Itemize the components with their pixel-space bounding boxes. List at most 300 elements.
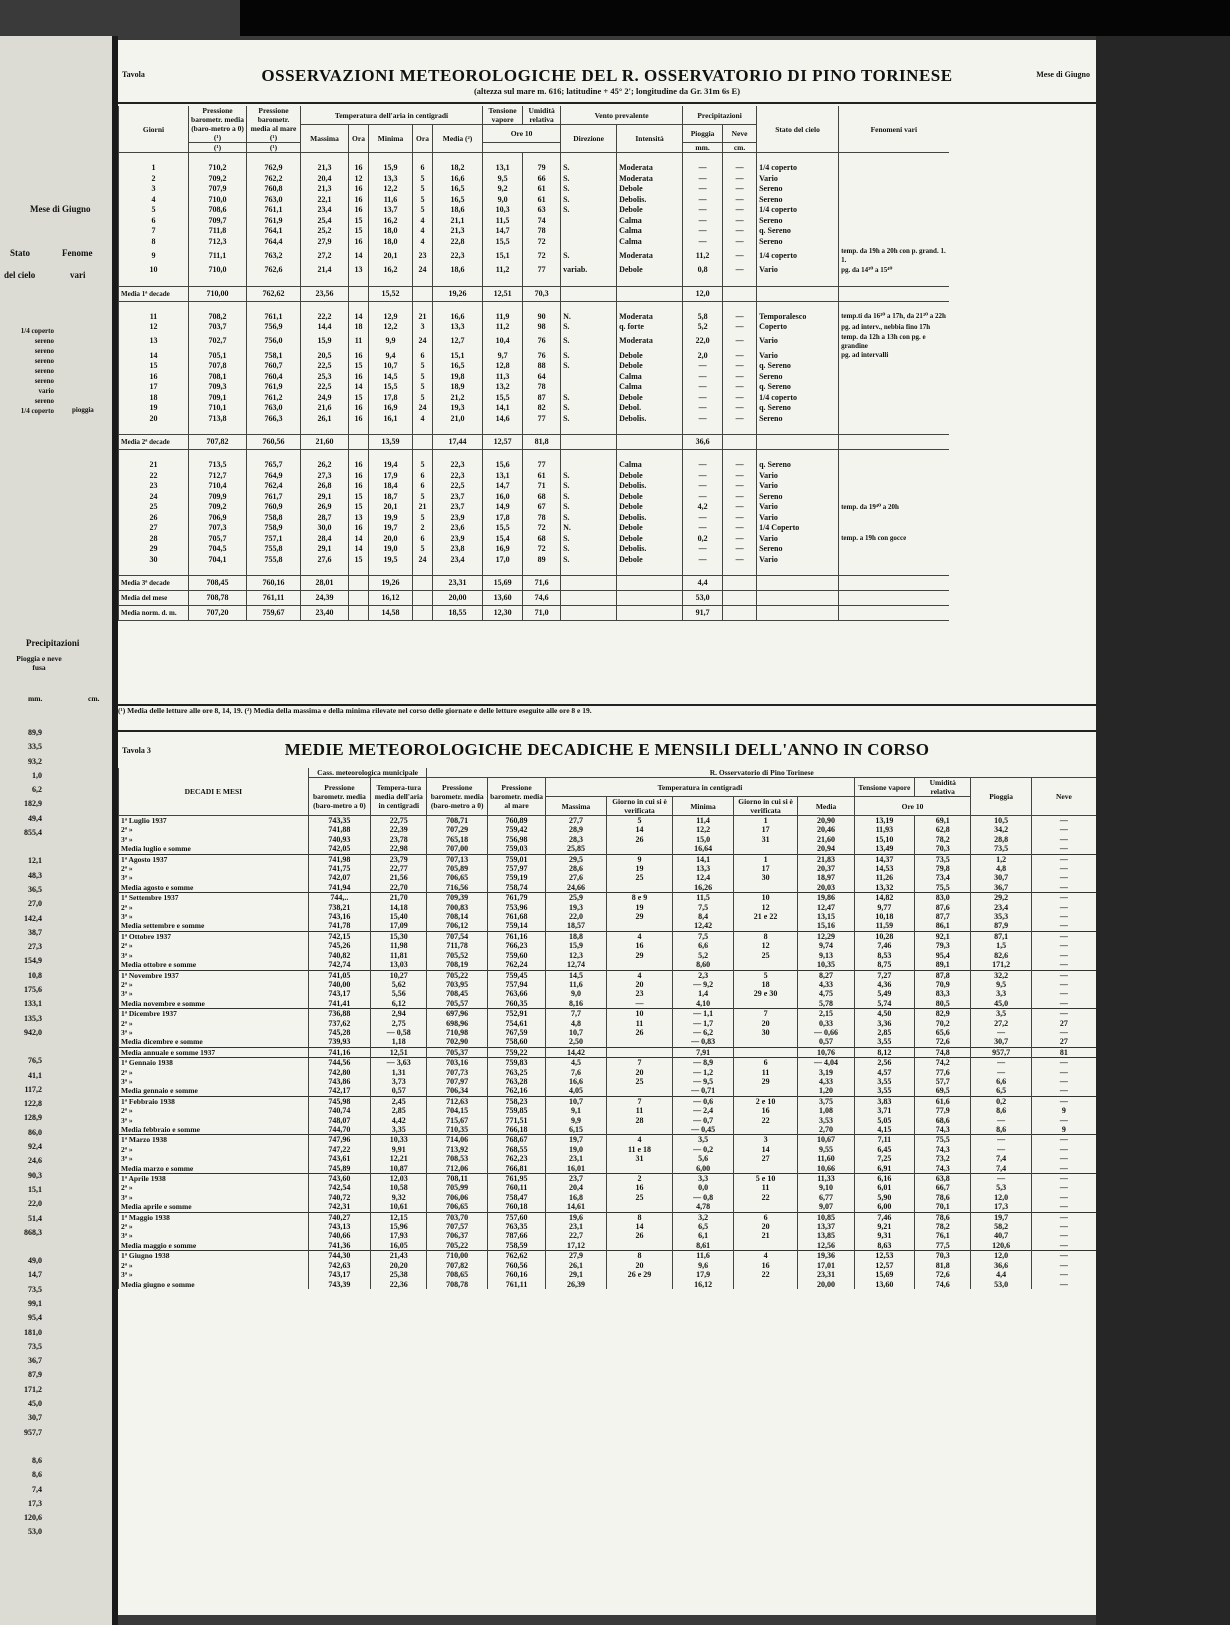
cell-t: 14,1 [483, 403, 523, 414]
cell-n: 9 [1031, 1125, 1096, 1135]
cell-o1: 15 [349, 226, 369, 237]
table-row [119, 460, 949, 471]
cell-a: 736,88 [308, 1009, 371, 1019]
cell-i: 20,37 [798, 864, 854, 873]
cell-n: — [1031, 1028, 1096, 1037]
cell-o2: 5 [413, 460, 433, 471]
cell-int: Debolis. [617, 195, 683, 206]
empty-cell [119, 565, 189, 576]
cell-fen [839, 414, 949, 425]
cell-dir [561, 372, 617, 383]
cell-dir: S. [561, 351, 617, 362]
cell-mn: 11,6 [369, 195, 413, 206]
cell-e: 7,7 [546, 1009, 606, 1019]
left-precip-item: 117,2 [24, 1084, 42, 1094]
cell-l: 3ª » [119, 912, 309, 921]
empty-cell [683, 276, 723, 287]
cell-t: 11,5 [483, 216, 523, 227]
cell-o1: 16 [349, 195, 369, 206]
cell-a: 742,54 [308, 1183, 371, 1192]
empty-cell [683, 153, 723, 164]
cell-m: 36,6 [971, 1261, 1031, 1270]
cell-j: 14,82 [854, 893, 914, 903]
cell-g: — 0,6 [673, 1096, 733, 1106]
mean-r: 91,7 [683, 606, 723, 621]
cell-p: 709,3 [189, 382, 247, 393]
cell-c: 697,96 [427, 1009, 487, 1019]
empty-cell [413, 276, 433, 287]
cell-e: 29,1 [546, 1270, 606, 1279]
cell-n: — [723, 382, 757, 393]
empty-cell [757, 276, 839, 287]
empty-cell [301, 424, 349, 435]
table-row [119, 216, 949, 227]
cell-dir [561, 237, 617, 248]
empty-cell [757, 450, 839, 461]
cell-p: 711,8 [189, 226, 247, 237]
cell-d: 759,60 [487, 951, 545, 960]
empty-cell [301, 276, 349, 287]
cell-p: 710,2 [189, 163, 247, 174]
table-row [119, 195, 949, 206]
cell-fen: temp. da 19⁴⁰ a 20h [839, 502, 949, 513]
cell-h: 1 [733, 854, 798, 864]
table1-month: Mese di Giugno [1036, 70, 1090, 79]
cell-k: 83,0 [915, 893, 971, 903]
cell-o2: 24 [413, 333, 433, 351]
cell-j: 5,90 [854, 1193, 914, 1202]
cell-d: 2 [119, 174, 189, 185]
cell-mx: 26,9 [301, 502, 349, 513]
cell-s: 762,9 [247, 163, 301, 174]
cell-int: Debole [617, 351, 683, 362]
cell-l: Media aprile e somme [119, 1202, 309, 1212]
cell-l: 2ª » [119, 825, 309, 834]
cell-c: 707,29 [427, 825, 487, 834]
cell-l: Media annuale e somme 1937 [119, 1047, 309, 1057]
cell-f: 26 [606, 1028, 673, 1037]
empty-cell [617, 276, 683, 287]
t3-hdr-ore10: Ore 10 [854, 797, 971, 816]
cell-mx: 27,9 [301, 237, 349, 248]
cell-mx: 23,4 [301, 205, 349, 216]
cell-b: 15,40 [371, 912, 427, 921]
empty-cell [839, 606, 949, 621]
cell-o1: 13 [349, 513, 369, 524]
left-precip-item [6, 1440, 42, 1454]
cell-n: — [723, 184, 757, 195]
cell-k: 66,7 [915, 1183, 971, 1192]
cell-u: 74 [523, 216, 561, 227]
cell-t: 11,2 [483, 265, 523, 276]
cell-i: 9,74 [798, 941, 854, 950]
cell-f: 25 [606, 1077, 673, 1086]
empty-cell [839, 450, 949, 461]
empty-cell [723, 153, 757, 164]
cell-f: 19 [606, 864, 673, 873]
cell-int: Moderata [617, 312, 683, 323]
table-row [119, 513, 949, 524]
empty-cell [413, 591, 433, 606]
cell-p: 707,9 [189, 184, 247, 195]
cell-c: 710,35 [427, 1125, 487, 1135]
cell-o1: 14 [349, 534, 369, 545]
t3-hdr-max: Massima [546, 797, 606, 816]
cell-u: 68 [523, 534, 561, 545]
cell-n: — [1031, 1231, 1096, 1240]
cell-u: 79 [523, 163, 561, 174]
document-page [118, 40, 1096, 1615]
cell-d: 766,18 [487, 1125, 545, 1135]
cell-h [733, 921, 798, 931]
left-precip-item: 175,6 [24, 985, 42, 995]
cell-g: 12,2 [673, 825, 733, 834]
mean-t: 12,30 [483, 606, 523, 621]
cell-d: 26 [119, 513, 189, 524]
right-dark-margin [1096, 36, 1230, 1625]
cell-f [606, 883, 673, 893]
cell-l: 1ª Giugno 1938 [119, 1251, 309, 1261]
cell-o1: 16 [349, 471, 369, 482]
cell-fen [839, 471, 949, 482]
cell-a: 741,75 [308, 864, 371, 873]
cell-e: 29,5 [546, 854, 606, 864]
cell-g: 5,6 [673, 1154, 733, 1163]
cell-s: 763,0 [247, 195, 301, 206]
cell-t: 14,6 [483, 414, 523, 425]
cell-d: 25 [119, 502, 189, 513]
empty-cell [617, 576, 683, 591]
cell-d: 29 [119, 544, 189, 555]
table-row [119, 921, 1097, 931]
cell-h: 2 e 10 [733, 1096, 798, 1106]
cell-j: 14,53 [854, 864, 914, 873]
empty-cell [617, 606, 683, 621]
cell-u: 72 [523, 544, 561, 555]
cell-k: 72,6 [915, 1270, 971, 1279]
left-sky-item: 1/4 coperto [20, 327, 54, 335]
hdr-unit-mm: mm. [683, 143, 723, 153]
cell-m: 23,6 [433, 523, 483, 534]
cell-m: 171,2 [971, 960, 1031, 970]
cell-r: — [683, 216, 723, 227]
table-row [119, 414, 949, 425]
cell-a: 745,89 [308, 1164, 371, 1174]
cell-u: 77 [523, 460, 561, 471]
cell-dir: S. [561, 502, 617, 513]
left-sky-item: sereno [34, 347, 54, 355]
cell-b: 4,42 [371, 1116, 427, 1125]
cell-m: 12,7 [433, 333, 483, 351]
cell-o1: 16 [349, 184, 369, 195]
mean-t: 13,60 [483, 591, 523, 606]
table-row [119, 1183, 1097, 1192]
cell-n: — [1031, 1058, 1096, 1068]
cell-f [606, 844, 673, 854]
cell-o2: 5 [413, 544, 433, 555]
cell-h [733, 883, 798, 893]
cell-e: 4,8 [546, 1019, 606, 1028]
cell-d: 759,42 [487, 825, 545, 834]
cell-d: 762,23 [487, 1154, 545, 1163]
cell-sky: Sereno [757, 492, 839, 503]
cell-e: 14,5 [546, 970, 606, 980]
cell-e: 14,42 [546, 1047, 606, 1057]
cell-n: — [723, 361, 757, 372]
cell-j: 15,69 [854, 1270, 914, 1279]
table-row [119, 1174, 1097, 1184]
cell-h: 30 [733, 1028, 798, 1037]
table-row [119, 492, 949, 503]
cell-e: 27,7 [546, 816, 606, 826]
cell-fen [839, 492, 949, 503]
cell-g: 11,6 [673, 1251, 733, 1261]
cell-k: 78,6 [915, 1212, 971, 1222]
table-row [119, 555, 949, 566]
cell-f [606, 1047, 673, 1057]
cell-j: 7,27 [854, 970, 914, 980]
cell-l: 1ª Dicembre 1937 [119, 1009, 309, 1019]
cell-m: 1,5 [971, 941, 1031, 950]
cell-m: 4,8 [971, 864, 1031, 873]
hdr-unit-p1: (¹) [189, 143, 247, 153]
cell-int: Debole [617, 471, 683, 482]
table-row [119, 1164, 1097, 1174]
cell-d: 760,56 [487, 1261, 545, 1270]
cell-c: 705,22 [427, 970, 487, 980]
mean-s: 759,67 [247, 606, 301, 621]
cell-n: — [1031, 921, 1096, 931]
cell-j: 3,83 [854, 1096, 914, 1106]
cell-h: 4 [733, 1251, 798, 1261]
empty-cell [839, 435, 949, 450]
table-row [119, 854, 1097, 864]
cell-k: 87,7 [915, 912, 971, 921]
cell-n: — [1031, 816, 1096, 826]
cell-d: 23 [119, 481, 189, 492]
cell-i: 15,16 [798, 921, 854, 931]
cell-fen: temp. da 12h a 13h con pg. e grandine [839, 333, 949, 351]
cell-u: 61 [523, 471, 561, 482]
empty-cell [839, 565, 949, 576]
empty-cell [561, 606, 617, 621]
cell-int: Debolis. [617, 544, 683, 555]
cell-mn: 15,5 [369, 382, 413, 393]
cell-c: 716,56 [427, 883, 487, 893]
cell-mx: 15,9 [301, 333, 349, 351]
cell-l: 3ª » [119, 1270, 309, 1279]
cell-f [606, 1241, 673, 1251]
cell-l: 3ª » [119, 1231, 309, 1240]
cell-d: 14 [119, 351, 189, 362]
cell-r: — [683, 481, 723, 492]
cell-t: 9,7 [483, 351, 523, 362]
cell-n: — [723, 555, 757, 566]
cell-p: 706,9 [189, 513, 247, 524]
cell-mn: 9,9 [369, 333, 413, 351]
mean-u: 71,6 [523, 576, 561, 591]
cell-l: 2ª » [119, 980, 309, 989]
cell-b: 22,36 [371, 1280, 427, 1289]
cell-n: — [1031, 883, 1096, 893]
cell-i: 1,08 [798, 1106, 854, 1115]
cell-m: 87,1 [971, 931, 1031, 941]
mean-r: 36,6 [683, 435, 723, 450]
cell-g: 0,0 [673, 1183, 733, 1192]
cell-l: Media marzo e somme [119, 1164, 309, 1174]
mean-label: Media 2ª decade [119, 435, 189, 450]
cell-u: 98 [523, 322, 561, 333]
cell-b: 10,58 [371, 1183, 427, 1192]
cell-o2: 6 [413, 471, 433, 482]
cell-i: 11,33 [798, 1174, 854, 1184]
empty-cell [723, 606, 757, 621]
cell-r: — [683, 226, 723, 237]
cell-o2: 4 [413, 414, 433, 425]
mean-p: 710,00 [189, 286, 247, 301]
cell-p: 704,1 [189, 555, 247, 566]
table-row [119, 312, 949, 323]
cell-n: — [723, 163, 757, 174]
cell-j: 5,74 [854, 999, 914, 1009]
cell-c: 708,78 [427, 1280, 487, 1289]
cell-dir: variab. [561, 265, 617, 276]
cell-p: 703,7 [189, 322, 247, 333]
empty-cell [483, 424, 523, 435]
cell-mn: 13,3 [369, 174, 413, 185]
cell-d: 760,89 [487, 816, 545, 826]
empty-cell [369, 276, 413, 287]
cell-c: 707,54 [427, 931, 487, 941]
cell-l: 2ª » [119, 1261, 309, 1270]
cell-s: 755,8 [247, 555, 301, 566]
cell-e: 19,6 [546, 1212, 606, 1222]
cell-d: 10 [119, 265, 189, 276]
cell-b: 1,31 [371, 1068, 427, 1077]
cell-d: 758,47 [487, 1193, 545, 1202]
table-row [119, 1261, 1097, 1270]
cell-c: 715,67 [427, 1116, 487, 1125]
cell-r: 5,2 [683, 322, 723, 333]
cell-d: 761,68 [487, 912, 545, 921]
table-row [119, 1068, 1097, 1077]
cell-m: 58,2 [971, 1222, 1031, 1231]
cell-g: 6,5 [673, 1222, 733, 1231]
cell-g: — 0,7 [673, 1116, 733, 1125]
left-precip-item: 12,1 [28, 856, 42, 866]
cell-l: Media maggio e somme [119, 1241, 309, 1251]
cell-mx: 21,4 [301, 265, 349, 276]
cell-b: 11,98 [371, 941, 427, 950]
left-header-cielo: del cielo [4, 270, 36, 280]
cell-o2: 2 [413, 523, 433, 534]
empty-cell [523, 301, 561, 312]
cell-l: 3ª » [119, 1116, 309, 1125]
cell-d: 21 [119, 460, 189, 471]
empty-cell [483, 565, 523, 576]
cell-p: 709,7 [189, 216, 247, 227]
cell-i: — 0,66 [798, 1028, 854, 1037]
cell-fen: temp. da 19h a 20h con p. grand. 1. 1. [839, 247, 949, 265]
cell-b: 12,51 [371, 1047, 427, 1057]
hdr-phenomena: Fenomeni vari [839, 106, 949, 153]
cell-o2: 5 [413, 393, 433, 404]
hdr-temp-group: Temperatura dell'aria in centigradi [301, 106, 483, 125]
left-precip-item: 90,3 [28, 1170, 42, 1180]
cell-j: 3,71 [854, 1106, 914, 1115]
cell-k: 74,6 [915, 1280, 971, 1289]
cell-o1: 16 [349, 237, 369, 248]
cell-o1: 16 [349, 403, 369, 414]
cell-f: 11 e 18 [606, 1145, 673, 1154]
cell-e: 7,6 [546, 1068, 606, 1077]
cell-i: 23,31 [798, 1270, 854, 1279]
empty-cell [433, 565, 483, 576]
cell-h: 6 [733, 1212, 798, 1222]
left-precip-item: 89,9 [28, 728, 42, 737]
cell-t: 12,8 [483, 361, 523, 372]
cell-b: 13,03 [371, 960, 427, 970]
empty-cell [561, 301, 617, 312]
mean-label: Media 1ª decade [119, 286, 189, 301]
mean-row [119, 576, 949, 591]
table-row [119, 989, 1097, 998]
cell-g: — 6,2 [673, 1028, 733, 1037]
left-sky-item: sereno [34, 357, 54, 365]
cell-f: 16 [606, 941, 673, 950]
table1-footnote: (¹) Media delle letture alle ore 8, 14, 19. (²) Media della massima e della minima rilevate nel corso delle giornate e delle letture eseguite alle ore 8 e 19. [118, 706, 592, 715]
cell-h: 22 [733, 1193, 798, 1202]
table-row [119, 873, 1097, 882]
cell-m: 8,6 [971, 1106, 1031, 1115]
cell-a: 739,93 [308, 1037, 371, 1047]
table-row [119, 1212, 1097, 1222]
cell-l: 2ª » [119, 864, 309, 873]
cell-dir: S. [561, 393, 617, 404]
left-precip-item: 76,5 [28, 1056, 42, 1066]
cell-f: 8 [606, 1251, 673, 1261]
cell-fen [839, 174, 949, 185]
cell-n: — [723, 513, 757, 524]
cell-m: 6,5 [971, 1086, 1031, 1096]
cell-h: 17 [733, 864, 798, 873]
cell-a: 744,.. [308, 893, 371, 903]
cell-j: 13,49 [854, 844, 914, 854]
left-precip-item: 135,3 [24, 1013, 42, 1023]
cell-e: 26,1 [546, 1261, 606, 1270]
cell-b: — 3,63 [371, 1058, 427, 1068]
cell-int: q. forte [617, 322, 683, 333]
cell-g: 15,0 [673, 835, 733, 844]
cell-k: 79,8 [915, 864, 971, 873]
cell-s: 764,9 [247, 471, 301, 482]
cell-b: 22,98 [371, 844, 427, 854]
cell-a: 740,66 [308, 1231, 371, 1240]
cell-h: 29 e 30 [733, 989, 798, 998]
cell-c: 708,65 [427, 1270, 487, 1279]
table-row [119, 184, 949, 195]
left-precip-item: 73,5 [28, 1284, 42, 1294]
cell-l: Media gennaio e somme [119, 1086, 309, 1096]
table-row [119, 471, 949, 482]
cell-dir: S. [561, 481, 617, 492]
cell-f: 26 e 29 [606, 1270, 673, 1279]
cell-n: — [1031, 1212, 1096, 1222]
cell-p: 711,1 [189, 247, 247, 265]
cell-dir: S. [561, 492, 617, 503]
cell-u: 67 [523, 502, 561, 513]
left-precip-item: 49,0 [28, 1256, 42, 1266]
